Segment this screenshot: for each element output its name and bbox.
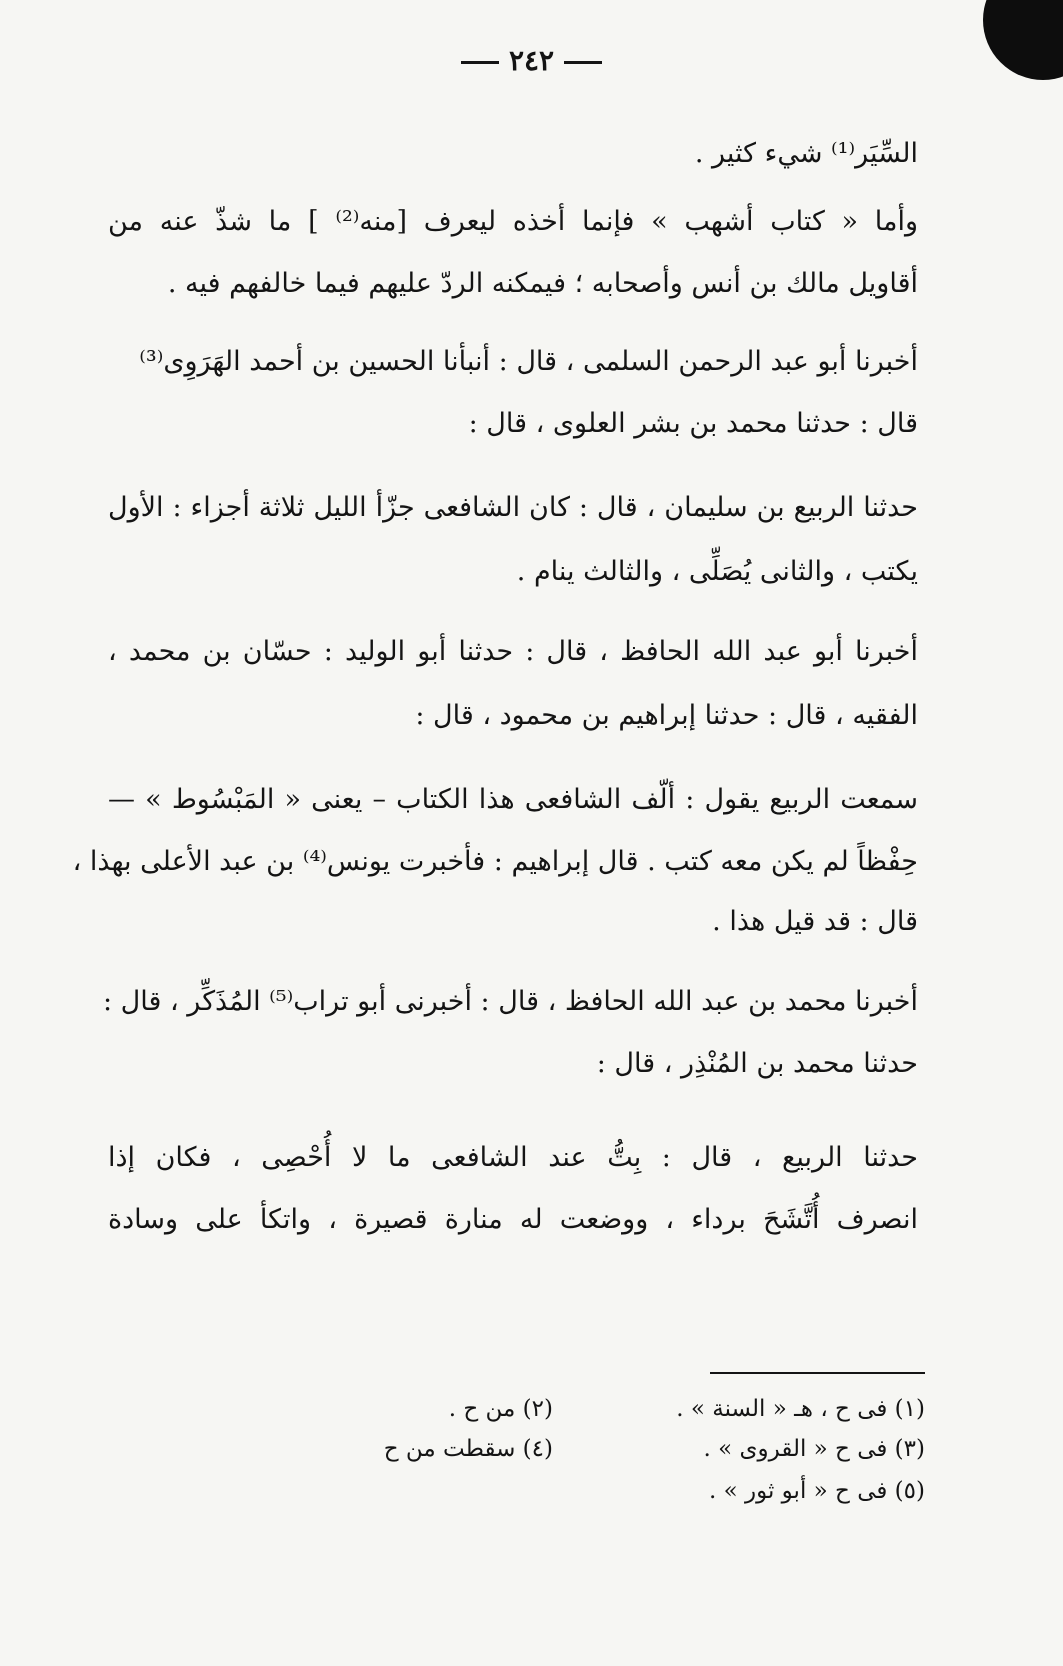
- text-line-16: انصرف أُتَّشَحَ برداء ، ووضعت له منارة قصيرة ، واتكأ على وسادة: [108, 1204, 918, 1235]
- page-header: [0, 44, 1063, 77]
- text-line-4: أخبرنا أبو عبد الرحمن السلمى ، قال : أنبأنا الحسين بن أحمد الهَرَوِى⁽³⁾: [139, 346, 918, 377]
- text-line-2: وأما « كتاب أشهب » فإنما أخذه ليعرف [منه⁽²⁾ ] ما شذّ عنه من: [108, 206, 919, 237]
- text-line-14: حدثنا محمد بن المُنْذِر ، قال :: [596, 1048, 918, 1079]
- footnote-1: (١) فى ح ، هـ « السنة » .: [676, 1396, 925, 1422]
- header-dash-right: [564, 61, 602, 64]
- footnote-2: (٢) من ح .: [448, 1396, 553, 1422]
- text-line-15: حدثنا الربيع ، قال : بِتُّ عند الشافعى ما لا أُحْصِى ، فكان إذا: [108, 1142, 918, 1173]
- text-line-12: قال : قد قيل هذا .: [712, 906, 918, 937]
- page-number: ٢٤٢: [508, 44, 555, 77]
- text-line-10: سمعت الربيع يقول : ألّف الشافعى هذا الكتاب – يعنى « المَبْسُوط » —: [108, 784, 918, 815]
- text-line-6: حدثنا الربيع بن سليمان ، قال : كان الشافعى جزّأ الليل ثلاثة أجزاء : الأول: [108, 492, 918, 523]
- footnote-4: (٤) سقطت من ح: [383, 1436, 553, 1462]
- footnote-5: (٥) فى ح « أبو ثور » .: [708, 1478, 925, 1504]
- text-line-9: الفقيه ، قال : حدثنا إبراهيم بن محمود ، قال :: [415, 700, 918, 731]
- text-line-11: حِفْظاً لم يكن معه كتب . قال إبراهيم : فأخبرت يونس⁽⁴⁾ بن عبد الأعلى بهذا ،: [72, 846, 918, 877]
- footnote-separator: [710, 1372, 925, 1374]
- text-line-5: قال : حدثنا محمد بن بشر العلوى ، قال :: [468, 408, 918, 439]
- text-line-7: يكتب ، والثانى يُصَلِّى ، والثالث ينام .: [516, 556, 918, 587]
- text-line-13: أخبرنا محمد بن عبد الله الحافظ ، قال : أخبرنى أبو تراب⁽⁵⁾ المُذَكِّر ، قال :: [103, 986, 918, 1017]
- text-line-3: أقاويل مالك بن أنس وأصحابه ؛ فيمكنه الردّ عليهم فيما خالفهم فيه .: [167, 268, 918, 299]
- text-line-8: أخبرنا أبو عبد الله الحافظ ، قال : حدثنا أبو الوليد : حسّان بن محمد ،: [108, 636, 918, 667]
- text-line-1: السِّيَر⁽¹⁾ شيء كثير .: [694, 138, 918, 169]
- header-dash-left: [461, 61, 499, 64]
- footnote-3: (٣) فى ح « القروى » .: [703, 1436, 925, 1462]
